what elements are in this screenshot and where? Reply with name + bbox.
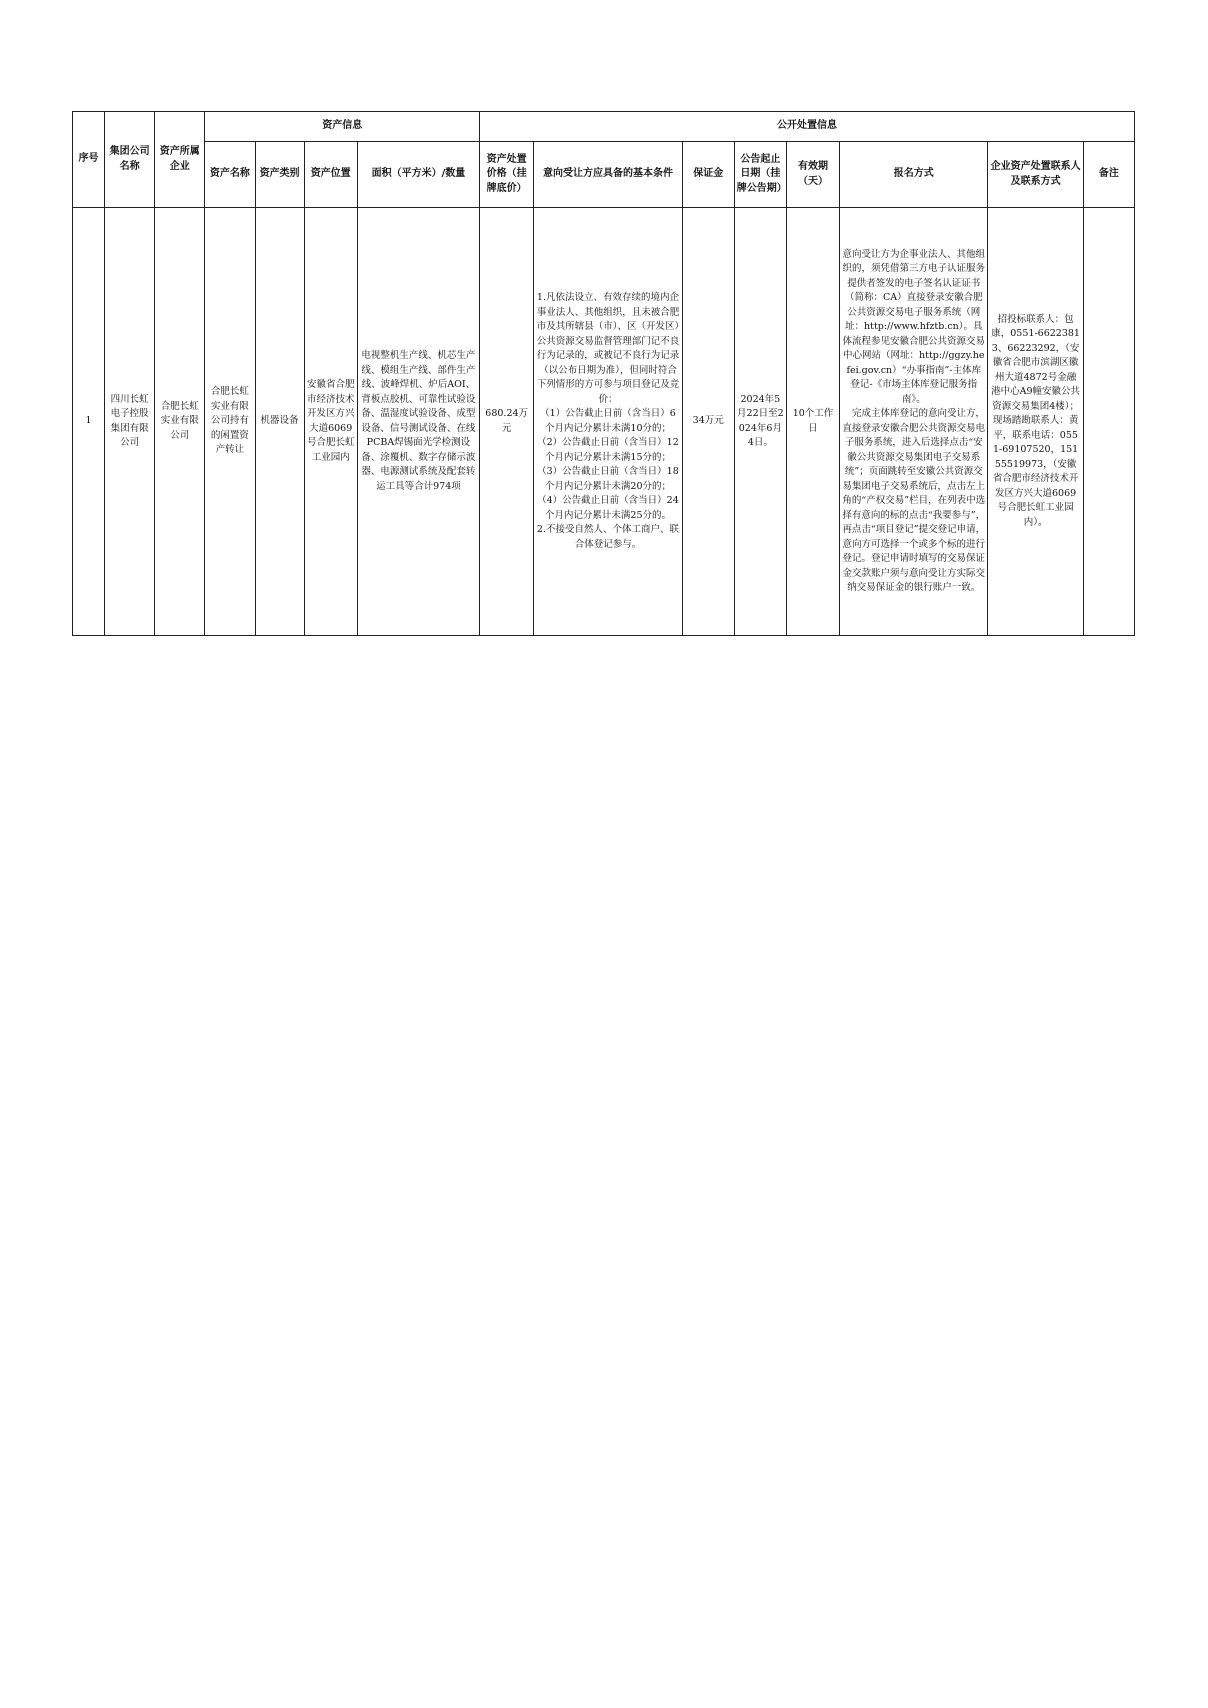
header-deposit: 保证金 xyxy=(682,142,734,208)
condition-item: （1）公告截止日前（含当日）6个月内记分累计未满10分的； xyxy=(540,408,676,434)
cell-asset-name: 合肥长虹实业有限公司持有的闲置资产转让 xyxy=(205,208,255,636)
cell-price: 680.24万元 xyxy=(480,208,534,636)
header-group-company: 集团公司名称 xyxy=(105,112,155,208)
header-asset-location: 资产位置 xyxy=(304,142,357,208)
header-contact: 企业资产处置联系人及联系方式 xyxy=(988,142,1083,208)
header-validity: 有效期（天） xyxy=(786,142,839,208)
condition-item: （3）公告截止日前（含当日）18个月内记分累计未满20分的； xyxy=(537,466,679,492)
header-price: 资产处置价格（挂牌底价） xyxy=(480,142,534,208)
header-row-groups xyxy=(73,112,1135,142)
condition-item: （2）公告截止日前（含当日）12个月内记分累计未满15分的； xyxy=(537,437,679,463)
table-row xyxy=(73,208,1135,636)
cell-seq: 1 xyxy=(73,208,105,636)
cell-registration xyxy=(840,208,988,636)
cell-conditions xyxy=(534,208,682,636)
condition-item: 2.不接受自然人、个体工商户、联合体登记参与。 xyxy=(536,524,679,550)
header-row-columns xyxy=(73,142,1135,208)
header-seq: 序号 xyxy=(73,112,105,208)
condition-item: （4）公告截止日前（含当日）24个月内记分累计未满25分的。 xyxy=(537,495,679,521)
header-disposal-info: 公开处置信息 xyxy=(480,112,1135,142)
cell-remarks xyxy=(1083,208,1134,636)
header-area-quantity: 面积（平方米）/数量 xyxy=(357,142,479,208)
registration-paragraph: 完成主体库登记的意向受让方，直接登录安徽合肥公共资源交易电子服务系统，进入后选择点击“安徽公共资源交易集团电子交易系统”；页面跳转至安徽公共资源交易集团电子交易系统后，点击左上角的“产权交易”栏目，在列表中选择有意向的标的点击“我要参与”，再点击“项目登记”提交登记申请，意向方可选择一个或多个标的进行登记。登记申请时填写的交易保证金交款账户须与意向受让方实际交纳交易保证金的银行账户一致。 xyxy=(842,408,986,593)
header-asset-name: 资产名称 xyxy=(205,142,255,208)
header-remarks: 备注 xyxy=(1083,142,1134,208)
registration-paragraph: 意向受让方为企事业法人、其他组织的，须凭借第三方电子认证服务提供者签发的电子签名认证证书（简称：CA）直接登录安徽合肥公共资源交易电子服务系统（网址：http://www.hfztb.cn）。具体流程参见安徽合肥公共资源交易中心网站（网址：http://ggzy.hefei.gov.cn）“办事指南”-主体库登记-《市场主体库登记服务指南》。 xyxy=(842,248,986,405)
cell-asset-location: 安徽省合肥市经济技术开发区方兴大道6069号合肥长虹工业园内 xyxy=(304,208,357,636)
cell-validity: 10个工作日 xyxy=(786,208,839,636)
cell-owner-company: 合肥长虹实业有限公司 xyxy=(155,208,205,636)
header-asset-info: 资产信息 xyxy=(205,112,480,142)
header-announce-date: 公告起止日期（挂牌公告期） xyxy=(734,142,786,208)
cell-contact: 招投标联系人：包康，0551-66223813、66223292，（安徽省合肥市滨湖区徽州大道4872号金融港中心A9幢安徽公共资源交易集团4楼）；现场踏勘联系人：黄平，联系电话：0551-69107520，15155519973，（安徽省合肥市经济技术开发区方兴大道6069号合肥长虹工业园内）。 xyxy=(988,208,1083,636)
cell-deposit: 34万元 xyxy=(682,208,734,636)
cell-area-quantity: 电视整机生产线、机芯生产线、模组生产线、部件生产线、波峰焊机、炉后AOI、背板点胶机、可靠性试验设备、温湿度试验设备、成型设备、信号测试设备、在线PCBA焊锡面光学检测设备、涂覆机、数字存储示波器、电源测试系统及配套转运工具等合计974项 xyxy=(357,208,479,636)
header-owner-company: 资产所属企业 xyxy=(155,112,205,208)
header-registration: 报名方式 xyxy=(840,142,988,208)
header-conditions: 意向受让方应具备的基本条件 xyxy=(534,142,682,208)
header-asset-type: 资产类别 xyxy=(255,142,304,208)
cell-announce-date: 2024年5月22日至2024年6月4日。 xyxy=(734,208,786,636)
condition-item: 1.凡依法设立、有效存续的境内企事业法人、其他组织，且未被合肥市及其所辖县（市）、区（开发区）公共资源交易监督管理部门记不良行为记录的，或被记不良行为记录（以公布日期为准），但同时符合下列情形的方可参与项目登记及竞价： xyxy=(536,292,680,405)
cell-asset-type: 机器设备 xyxy=(255,208,304,636)
asset-disposal-table xyxy=(72,111,1135,636)
cell-group-company: 四川长虹电子控股集团有限公司 xyxy=(105,208,155,636)
